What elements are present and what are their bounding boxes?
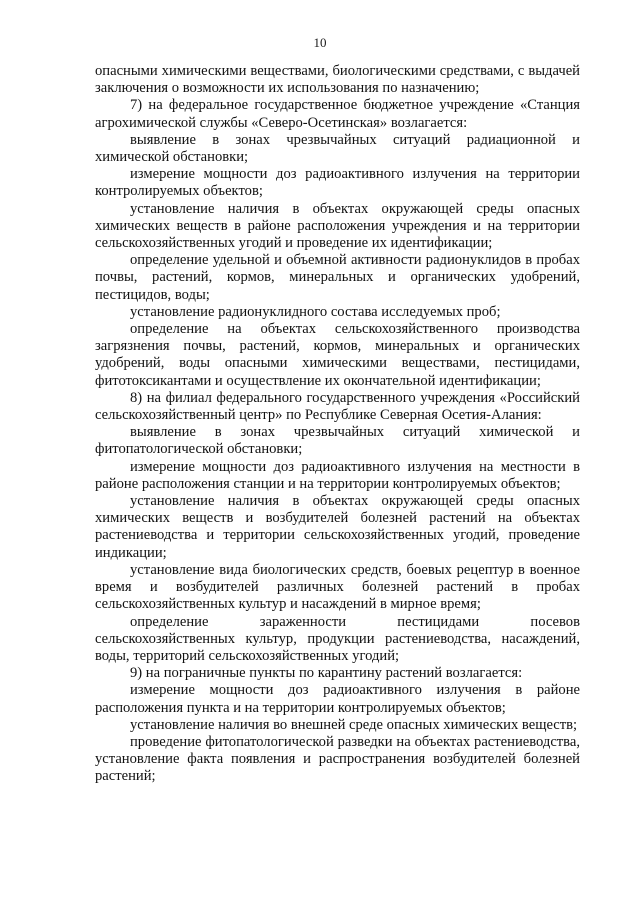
paragraph: измерение мощности доз радиоактивного излучения в районе расположения пункта и на территории контролируемых объектов;: [95, 682, 580, 716]
paragraph: 7) на федеральное государственное бюджетное учреждение «Станция агрохимической службы «Северо-Осетинская» возлагается:: [95, 97, 580, 131]
paragraph: определение удельной и объемной активности радионуклидов в пробах почвы, растений, кормов, минеральных и органических удобрений, пестицидов, воды;: [95, 252, 580, 303]
paragraph: установление вида биологических средств, боевых рецептур в военное время и возбудителей различных болезней растений в пробах сельскохозяйственных культур и насаждений в мирное время;: [95, 561, 580, 613]
paragraph: установление радионуклидного состава исследуемых проб;: [130, 303, 501, 320]
paragraph: выявление в зонах чрезвычайных ситуаций радиационной и химической обстановки;: [95, 131, 580, 166]
paragraph: измерение мощности доз радиоактивного излучения на территории контролируемых объектов;: [95, 166, 580, 200]
paragraph: проведение фитопатологической разведки на объектах растениеводства, установление факта появления и распространения возбудителей болезней растений;: [95, 733, 580, 785]
paragraph: опасными химическими веществами, биологическими средствами, с выдачей заключения о возможности их использования по назначению;: [95, 63, 580, 97]
paragraph: 8) на филиал федерального государственного учреждения «Российский сельскохозяйственный центр» по Республике Северная Осетия-Алания:: [95, 389, 580, 424]
paragraph: установление наличия в объектах окружающей среды опасных химических веществ в районе расположения учреждения и на территории сельскохозяйственных угодий и проведение их идентификации;: [95, 200, 580, 252]
paragraph: установление наличия в объектах окружающей среды опасных химических веществ и возбудителей болезней растений на объектах растениеводства и территории сельскохозяйственных угодий, проведение индикации;: [95, 493, 580, 561]
paragraph: определение зараженности пестицидами посевов сельскохозяйственных культур, продукции растениеводства, насаждений, воды, территорий сельскохозяйственных угодий;: [95, 613, 580, 664]
paragraph: определение на объектах сельскохозяйственного производства загрязнения почвы, растений, кормов, минеральных и органических удобрений, воды опасными химическими веществами, пестицидами, фитотоксикантами и осуществление их окончательной идентификации;: [95, 321, 580, 389]
paragraph: измерение мощности доз радиоактивного излучения на местности в районе расположения станции и на территории контролируемых объектов;: [95, 458, 580, 492]
page-number: 10: [313, 35, 327, 50]
paragraph: выявление в зонах чрезвычайных ситуаций химической и фитопатологической обстановки;: [95, 424, 580, 458]
document-body: [95, 63, 580, 786]
paragraph: 9) на пограничные пункты по карантину растений возлагается:: [130, 665, 523, 682]
paragraph: установление наличия во внешней среде опасных химических веществ;: [130, 716, 578, 733]
